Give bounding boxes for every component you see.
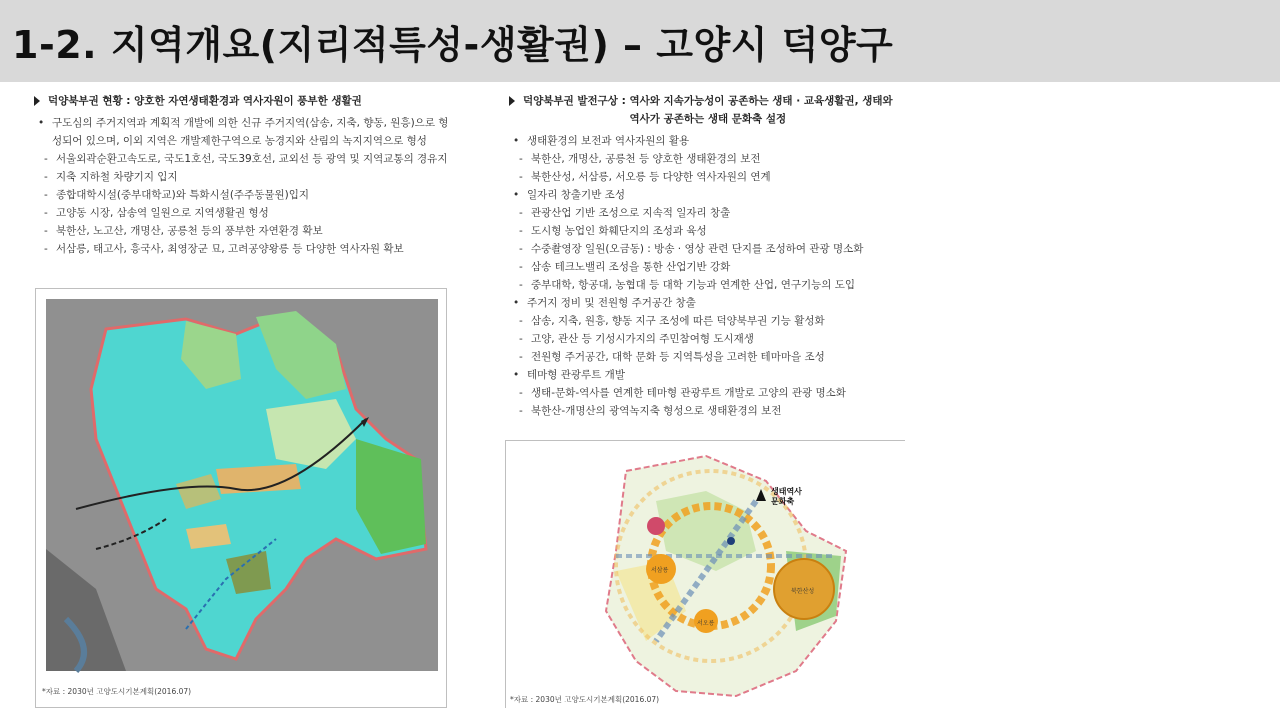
left-column bbox=[30, 92, 450, 258]
left-item-text: 종합대학시설(중부대학교)와 특화시설(주주동물원)입지 bbox=[56, 189, 310, 201]
right-bullet: • 주거지 정비 및 전원형 주거공간 창출 bbox=[513, 294, 915, 312]
right-item-text: 관광산업 기반 조성으로 지속적 일자리 창출 bbox=[531, 207, 731, 219]
list-item: - 고양, 관산 등 기성시가지의 주민참여형 도시재생 bbox=[519, 330, 915, 348]
left-heading-text: 덕양북부권 현황 : 양호한 자연생태환경과 역사자원이 풍부한 생활권 bbox=[48, 95, 362, 107]
left-item-text: 고양동 시장, 삼송역 일원으로 지역생활권 형성 bbox=[56, 207, 269, 219]
bullet-dot-icon: • bbox=[38, 117, 45, 129]
right-bullet: • 테마형 관광루트 개발 bbox=[513, 366, 915, 384]
left-map-caption: *자료 : 2030년 고양도시기본계획(2016.07) bbox=[42, 687, 192, 696]
right-item-text: 수중촬영장 일원(오금동) : 방송 · 영상 관련 단지를 조성하여 관광 명소화 bbox=[531, 243, 864, 255]
right-heading-line2: 역사가 공존하는 생태 문화축 설정 bbox=[629, 113, 787, 125]
eco-history-axis-label: 생태역사 문화축 bbox=[771, 487, 802, 506]
right-item-text: 북한산, 개명산, 공릉천 등 양호한 생태환경의 보전 bbox=[531, 153, 761, 165]
list-item: - 서울외곽순환고속도로, 국도1호선, 국도39호선, 교외선 등 광역 및 지역교통의 경유지 bbox=[44, 150, 450, 168]
list-item: - 지축 지하철 차량기지 입지 bbox=[44, 168, 450, 186]
list-item: - 중부대학, 항공대, 농협대 등 대학 기능과 연계한 산업, 연구기능의 도입 bbox=[519, 276, 915, 294]
list-item: - 고양동 시장, 삼송역 일원으로 지역생활권 형성 bbox=[44, 204, 450, 222]
list-item: - 전원형 주거공간, 대학 문화 등 지역특성을 고려한 테마마을 조성 bbox=[519, 348, 915, 366]
seooreung-label: 서오릉 bbox=[697, 620, 715, 627]
right-item-text: 고양, 관산 등 기성시가지의 주민참여형 도시재생 bbox=[531, 333, 754, 345]
right-heading-line1: 덕양북부권 발전구상 : 역사와 지속가능성이 공존하는 생태 · 교육생활권, 생태와 bbox=[523, 95, 893, 107]
right-column bbox=[505, 92, 915, 420]
right-bullet-text: 일자리 창출기반 조성 bbox=[527, 189, 625, 201]
list-item: - 종합대학시설(중부대학교)와 특화시설(주주동물원)입지 bbox=[44, 186, 450, 204]
right-item-text: 생태-문화-역사를 연계한 테마형 관광루트 개발로 고양의 관광 명소화 bbox=[531, 387, 846, 399]
seosamneung-label: 서삼릉 bbox=[651, 567, 669, 574]
right-item-text: 도시형 농업인 화훼단지의 조성과 육성 bbox=[531, 225, 707, 237]
right-item-text: 북한산-개명산의 광역녹지축 형성으로 생태환경의 보전 bbox=[531, 405, 782, 417]
left-heading bbox=[30, 92, 450, 110]
title-bar bbox=[0, 0, 1280, 82]
right-item-text: 삼송, 지축, 원흥, 향동 지구 조성에 따른 덕양북부권 기능 활성화 bbox=[531, 315, 825, 327]
page-title: 1-2. 지역개요(지리적특성-생활권) – 고양시 덕양구 bbox=[12, 23, 894, 67]
list-item: - 북한산, 개명산, 공릉천 등 양호한 생태환경의 보전 bbox=[519, 150, 915, 168]
list-item: - 북한산성, 서삼릉, 서오릉 등 다양한 역사자원의 연계 bbox=[519, 168, 915, 186]
list-item: - 서삼릉, 태고사, 흥국사, 최영장군 묘, 고려공양왕릉 등 다양한 역사자원 확보 bbox=[44, 240, 450, 258]
list-item: - 북한산, 노고산, 개명산, 공릉천 등의 풍부한 자연환경 확보 bbox=[44, 222, 450, 240]
concept-map bbox=[505, 440, 905, 708]
triangle-bullet-icon bbox=[509, 96, 515, 106]
left-item-text: 서울외곽순환고속도로, 국도1호선, 국도39호선, 교외선 등 광역 및 지역교통의 경유지 bbox=[56, 153, 448, 165]
right-bullet-text: 주거지 정비 및 전원형 주거공간 창출 bbox=[527, 297, 696, 309]
right-item-text: 전원형 주거공간, 대학 문화 등 지역특성을 고려한 테마마을 조성 bbox=[531, 351, 825, 363]
concept-map-graphic bbox=[506, 441, 906, 709]
left-item-text: 북한산, 노고산, 개명산, 공릉천 등의 풍부한 자연환경 확보 bbox=[56, 225, 323, 237]
left-bullet-text: 구도심의 주거지역과 계획적 개발에 의한 신규 주거지역(삼송, 지축, 향동, 원흥)으로 형성되어 있으며, 이외 지역은 개발제한구역으로 농경지와 산림의 녹지지역으로 형성 bbox=[52, 117, 449, 147]
land-use-map-graphic bbox=[36, 289, 448, 709]
right-bullet-text: 생태환경의 보전과 역사자원의 활용 bbox=[527, 135, 690, 147]
list-item: - 생태-문화-역사를 연계한 테마형 관광루트 개발로 고양의 관광 명소화 bbox=[519, 384, 915, 402]
list-item: - 수중촬영장 일원(오금동) : 방송 · 영상 관련 단지를 조성하여 관광 명소화 bbox=[519, 240, 915, 258]
list-item: - 삼송, 지축, 원흥, 향동 지구 조성에 따른 덕양북부권 기능 활성화 bbox=[519, 312, 915, 330]
right-item-text: 삼송 테크노밸리 조성을 통한 산업기반 강화 bbox=[531, 261, 731, 273]
left-item-text: 서삼릉, 태고사, 흥국사, 최영장군 묘, 고려공양왕릉 등 다양한 역사자원 확보 bbox=[56, 243, 404, 255]
triangle-bullet-icon bbox=[34, 96, 40, 106]
right-heading bbox=[505, 92, 915, 128]
bukhansanseong-label: 북한산성 bbox=[791, 588, 815, 595]
left-item-text: 지축 지하철 차량기지 입지 bbox=[56, 171, 178, 183]
list-item: - 도시형 농업인 화훼단지의 조성과 육성 bbox=[519, 222, 915, 240]
right-heading-text bbox=[523, 92, 893, 128]
list-item: - 삼송 테크노밸리 조성을 통한 산업기반 강화 bbox=[519, 258, 915, 276]
left-bullet bbox=[38, 114, 450, 150]
right-item-text: 북한산성, 서삼릉, 서오릉 등 다양한 역사자원의 연계 bbox=[531, 171, 771, 183]
right-bullet-text: 테마형 관광루트 개발 bbox=[527, 369, 625, 381]
list-item: - 관광산업 기반 조성으로 지속적 일자리 창출 bbox=[519, 204, 915, 222]
list-item: - 북한산-개명산의 광역녹지축 형성으로 생태환경의 보전 bbox=[519, 402, 915, 420]
right-bullet: • 생태환경의 보전과 역사자원의 활용 bbox=[513, 132, 915, 150]
right-item-text: 중부대학, 항공대, 농협대 등 대학 기능과 연계한 산업, 연구기능의 도입 bbox=[531, 279, 856, 291]
right-bullet: • 일자리 창출기반 조성 bbox=[513, 186, 915, 204]
land-use-map bbox=[35, 288, 447, 708]
right-map-caption: *자료 : 2030년 고양도시기본계획(2016.07) bbox=[510, 695, 660, 704]
